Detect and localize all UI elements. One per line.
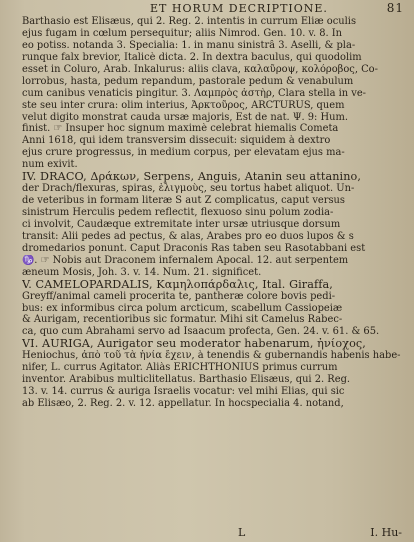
text-line: Heniochus, ἀπὸ τοῦ τὰ ἡνία ἔχειν, à tenendis & gubernandis habenis habe- — [22, 350, 401, 362]
text-line: ci involvit, Caudæque extremitate inter ursæ utriusque dorsum — [22, 218, 341, 230]
text-line: cum canibus venaticis pingitur. 3. Λαμπρὸς ἀστὴρ, Clara stella in ve- — [22, 87, 367, 99]
text-line: V. CAMELOPARDALIS, Καμηλοπάρδαλις, Ital. Giraffa, — [22, 278, 333, 291]
page-number: 81 — [386, 1, 404, 15]
text-line: num exivit. — [22, 159, 78, 171]
page-header — [0, 2, 414, 16]
text-line: inventor. Arabibus multiclitellatus. Barthasio Elisæus, qui 2. Reg. — [22, 374, 351, 386]
text-line: transit: Alii pedes ad pectus, & alas, Arabes pro eo duos lupos & s — [22, 230, 354, 242]
text-line: 13. v. 14. currus & auriga Israelis vocatur: vel mihi Elias, qui sic — [22, 386, 345, 398]
text-line: ste seu inter crura: olim interius, Ἀρκτοῦρος, ARCTURUS, quem — [22, 99, 345, 111]
text-line: ejus crure progressus, in medium corpus, per elevatam ejus ma- — [22, 147, 345, 159]
text-line: Greyff/animal cameli procerita te, pantheræ colore bovis pedi- — [22, 290, 336, 302]
text-line: sinistrum Herculis pedem reflectit, flexuoso sinu polum zodia- — [22, 207, 334, 218]
text-line: velut digito monstrat cauda ursæ majoris, Est de nat. Ψ. 9: Hum. — [22, 111, 349, 123]
text-line: eo potiss. notanda 3. Specialia: 1. in manu sinistrâ 3. Aselli, & pla- — [22, 39, 356, 51]
text-line: ca, quo cum Abrahami servo ad Isaacum profecta, Gen. 24. v. 61. & 65. — [22, 326, 380, 338]
text-line: dromedarios ponunt. Caput Draconis Ras taben seu Rasotabbani est — [22, 242, 366, 254]
page-footer — [0, 526, 414, 540]
text-line: Anni 1618, qui idem transversim dissecuit: siquidem à dextro — [22, 135, 331, 147]
text-line: æneum Mosis, Joh. 3. v. 14. Num. 21. significet. — [22, 266, 262, 278]
signature-mark: L — [238, 526, 246, 539]
running-title: ET HORUM DECRIPTIONE. — [150, 2, 328, 15]
catchword: I. Hu- — [370, 526, 402, 539]
text-line: Barthasio est Elisæus, qui 2. Reg. 2. intentis in currum Eliæ oculis — [22, 16, 357, 27]
text-line: ♑. ☞ Nobis aut Draconem infernalem Apocal. 12. aut serpentem — [22, 254, 349, 266]
text-line: esset in Coluro, Arab. Inkalurus: aliis clava, καλαῦροψ, κολόροβος, Co- — [22, 63, 378, 75]
text-line: der Drach/flexuras, spiras, ἑλιγμοὺς, seu tortus habet aliquot. Un- — [22, 183, 355, 195]
text-line: nifer, L. currus Agitator. Aliàs ERICHTHONIUS primus currum — [22, 362, 338, 374]
text-line: lorrobus, hasta, pedum repandum, pastorale pedum & venabulum — [22, 75, 354, 87]
text-line: finist. ☞ Insuper hoc signum maximè celebrat hiemalis Cometa — [22, 123, 339, 135]
text-line: ab Elisæo, 2. Reg. 2. v. 12. appellatur. In hocspecialia 4. notand, — [22, 398, 344, 409]
page-body-text — [22, 16, 406, 410]
text-line: de veteribus in formam literæ S aut Z complicatus, caput versus — [22, 195, 345, 207]
text-line: ejus fugam in cœlum persequitur; aliis Nimrod. Gen. 10. v. 8. In — [22, 27, 343, 39]
text-line: & Aurigam, recentioribus sic formatur. Mihi sit Camelus Rabec- — [22, 314, 343, 326]
text-line: VI. AURIGA, Aurigator seu moderator habenarum, ἡνίοχος, — [22, 338, 366, 351]
text-line: IV. DRACO, Δράκων, Serpens, Anguis, Atanin seu attanino, — [22, 171, 362, 184]
text-line: bus: ex informibus circa polum arcticum, scabellum Cassiopeiæ — [22, 302, 343, 314]
text-line: runque falx brevior, Italicè dicta. 2. In dextra baculus, qui quodolim — [22, 51, 362, 63]
